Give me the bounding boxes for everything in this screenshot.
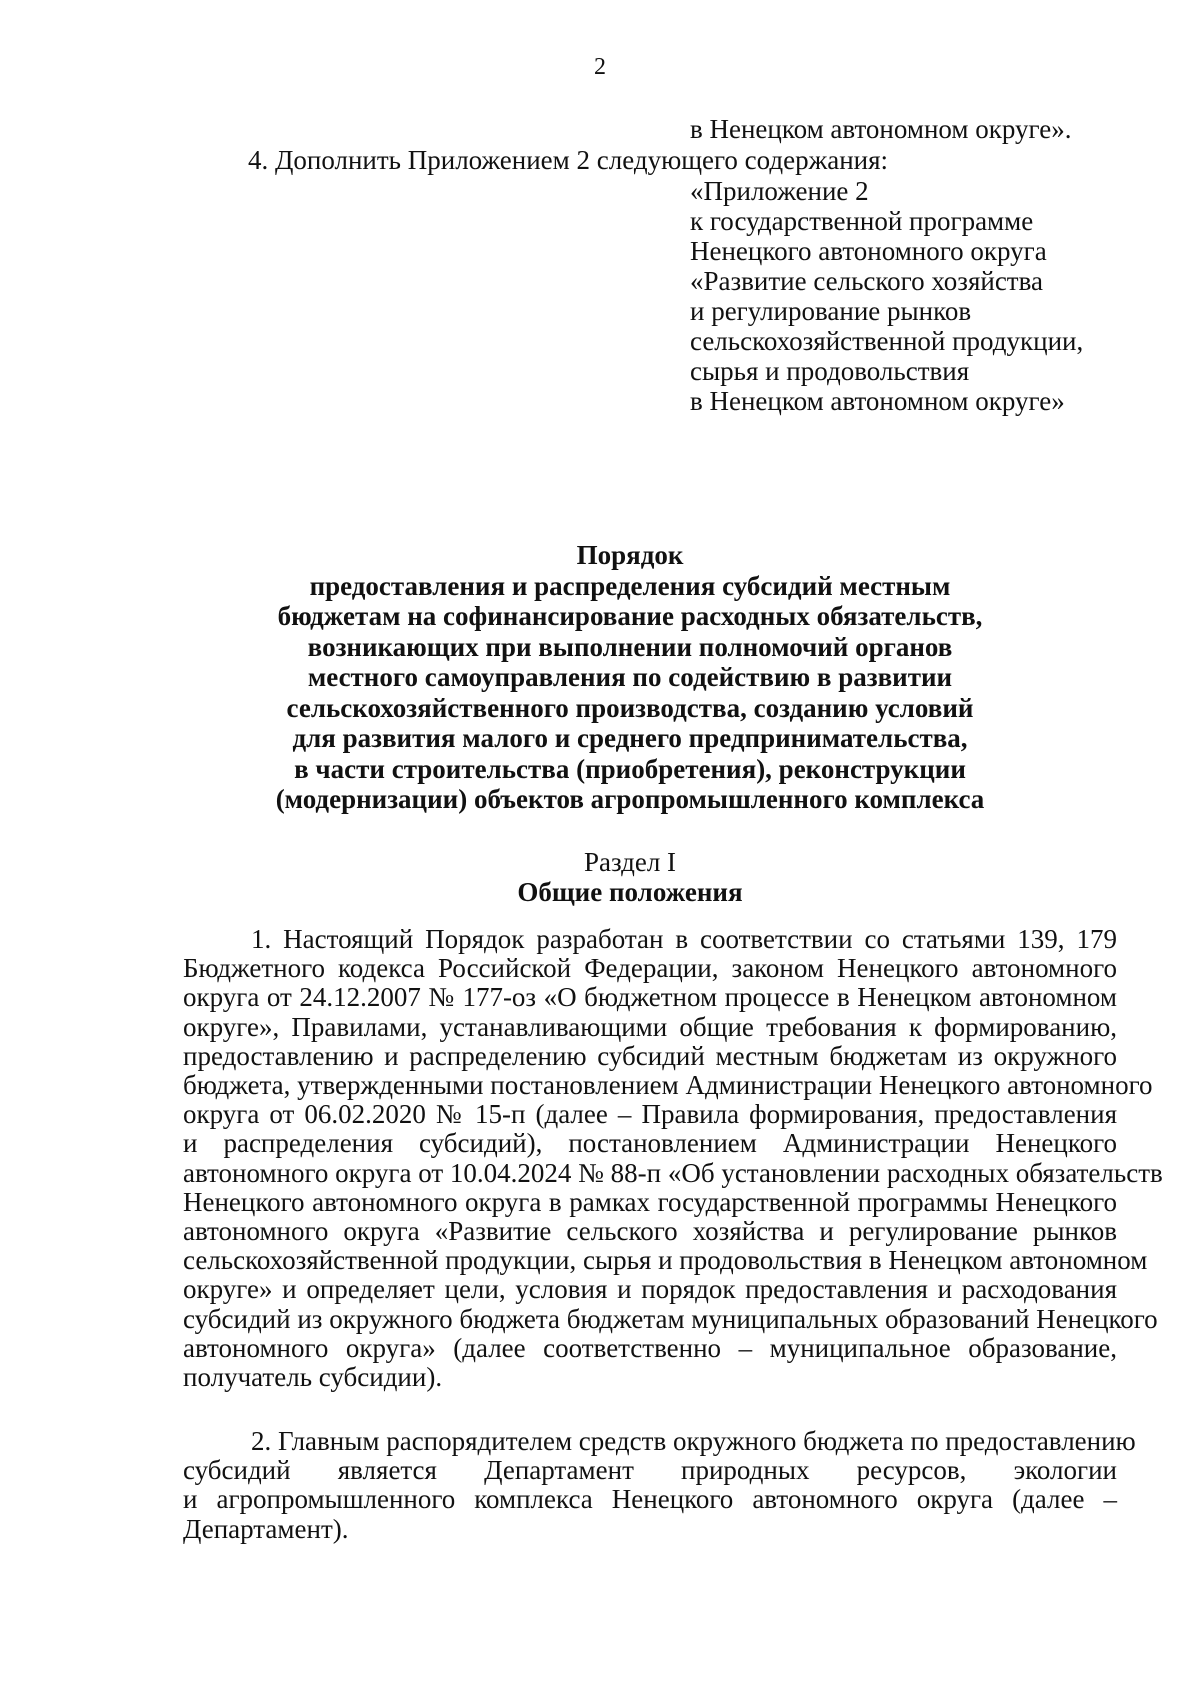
appendix-heading xyxy=(690,176,1083,416)
appendix-heading-line: к государственной программе xyxy=(690,206,1034,236)
title-line: для развития малого и среднего предпринимательства, xyxy=(292,723,968,753)
paragraph-line: округе» и определяет цели, условия и порядок предоставления и расходования xyxy=(183,1274,1117,1305)
title-line: (модернизации) объектов агропромышленного комплекса xyxy=(275,784,985,814)
paragraph-line: округа от 06.02.2020 № 15-п (далее – Правила формирования, предоставления xyxy=(183,1099,1117,1130)
appendix-heading-line: сельскохозяйственной продукции, xyxy=(690,326,1084,356)
section-label: Раздел I xyxy=(583,847,677,877)
paragraph-line: автономного округа от 10.04.2024 № 88-п «Об установлении расходных обязательств xyxy=(183,1157,1163,1188)
appendix-heading-line: сырья и продовольствия xyxy=(690,356,970,386)
paragraph-line: получатель субсидии). xyxy=(183,1362,443,1393)
title-line: предоставления и распределения субсидий местным xyxy=(309,570,951,601)
document-title xyxy=(250,540,1010,815)
title-line: сельскохозяйственного производства, созданию условий xyxy=(286,692,974,723)
paragraph-line: автономного округа» (далее соответственно – муниципальное образование, xyxy=(183,1332,1117,1363)
title-heading: Порядок xyxy=(576,540,684,570)
paragraph-line: предоставлению и распределению субсидий местным бюджетам из окружного xyxy=(183,1040,1117,1071)
title-line: возникающих при выполнении полномочий органов xyxy=(307,631,953,662)
paragraph-line: субсидий является Департамент природных ресурсов, экологии xyxy=(183,1455,1117,1486)
paragraph-line: автономного округа «Развитие сельского хозяйства и регулирование рынков xyxy=(183,1216,1117,1247)
paragraph-line: бюджета, утвержденными постановлением Администрации Ненецкого автономного xyxy=(183,1070,1153,1101)
title-line: местного самоуправления по содействию в развитии xyxy=(307,662,953,692)
paragraph-line: Департамент). xyxy=(183,1513,349,1544)
paragraph-line: 2. Главным распорядителем средств окружного бюджета по предоставлению xyxy=(251,1426,1136,1456)
appendix-heading-line: «Приложение 2 xyxy=(690,176,869,206)
amendment-item-4: 4. Дополнить Приложением 2 следующего содержания: xyxy=(248,145,889,175)
paragraph-line: и агропромышленного комплекса Ненецкого автономного округа (далее – xyxy=(183,1484,1117,1515)
appendix-heading-line: Ненецкого автономного округа xyxy=(690,236,1047,266)
continuation-line: в Ненецком автономном округе». xyxy=(690,114,1072,144)
paragraph-line: Бюджетного кодекса Российской Федерации, законом Ненецкого автономного xyxy=(183,953,1117,984)
paragraph-line: Ненецкого автономного округа в рамках государственной программы Ненецкого xyxy=(183,1186,1117,1217)
paragraph-line: округа от 24.12.2007 № 177-оз «О бюджетном процессе в Ненецком автономном xyxy=(183,982,1117,1013)
paragraph-2 xyxy=(183,1426,1136,1544)
paragraph-line: 1. Настоящий Порядок разработан в соответствии со статьями 139, 179 xyxy=(251,924,1117,954)
paragraph-line: и распределения субсидий), постановлением Администрации Ненецкого xyxy=(183,1128,1117,1159)
paragraph-line: округе», Правилами, устанавливающими общие требования к формированию, xyxy=(183,1011,1117,1042)
appendix-heading-line: в Ненецком автономном округе» xyxy=(690,386,1065,416)
paragraph-1 xyxy=(183,924,1163,1393)
title-line: в части строительства (приобретения), реконструкции xyxy=(294,753,966,784)
title-line: бюджетам на софинансирование расходных обязательств, xyxy=(277,601,983,631)
paragraph-line: субсидий из окружного бюджета бюджетам муниципальных образований Ненецкого xyxy=(183,1303,1158,1334)
appendix-heading-line: и регулирование рынков xyxy=(690,296,972,326)
section-title: Общие положения xyxy=(517,877,743,907)
appendix-heading-line: «Развитие сельского хозяйства xyxy=(690,266,1043,296)
paragraph-line: сельскохозяйственной продукции, сырья и продовольствия в Ненецком автономном xyxy=(183,1245,1148,1276)
page-number: 2 xyxy=(594,54,606,80)
